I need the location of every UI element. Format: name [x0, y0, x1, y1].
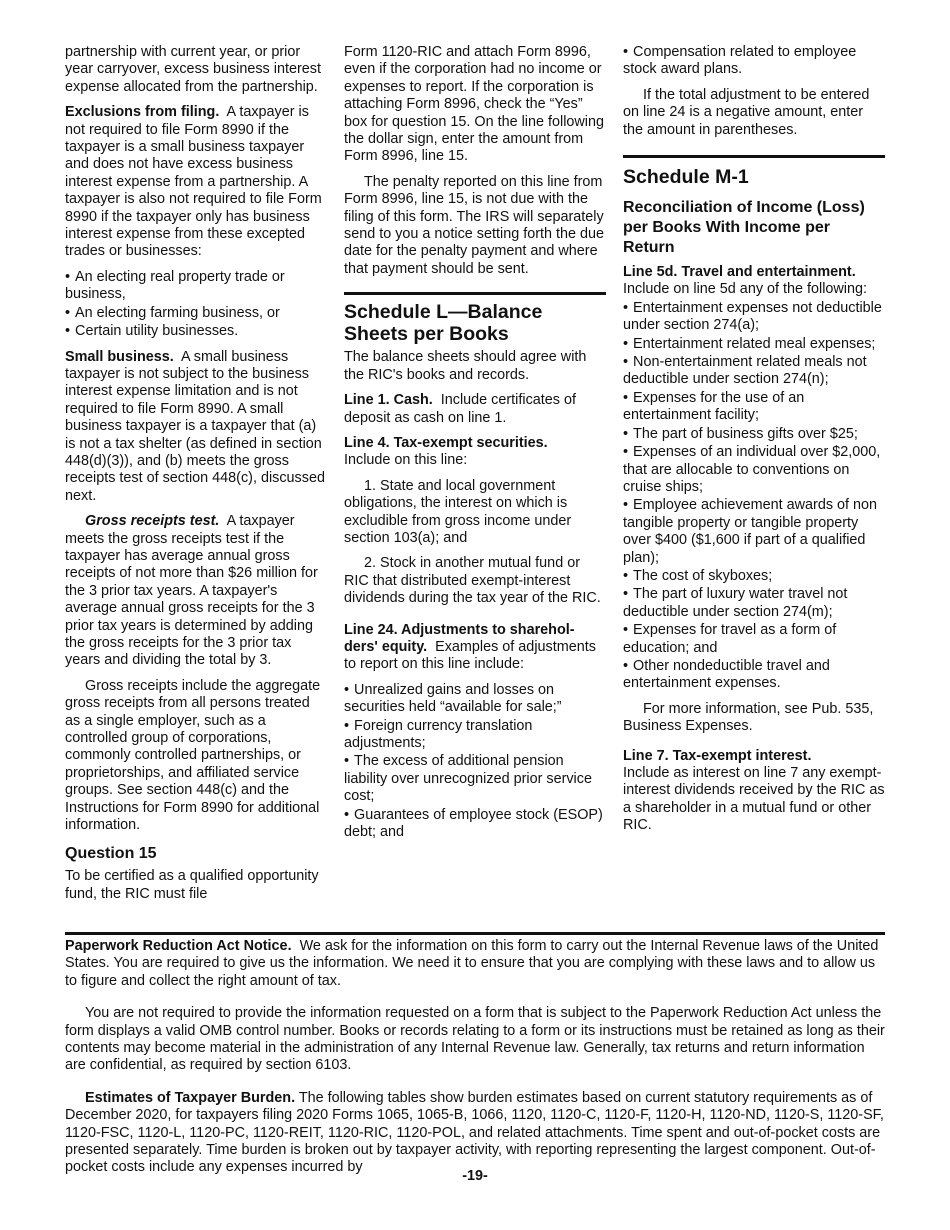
paragraph — [65, 349, 327, 506]
bullet-item: • Non-entertainment related meals not deductible under section 274(n); — [623, 354, 885, 389]
column-2 — [344, 44, 606, 842]
list-item: 1. State and local government obligations, the interest on which is excludible from gross income under section 103(a); and — [344, 477, 572, 546]
paragraph — [344, 392, 606, 427]
bullet-item: • The cost of skyboxes; — [623, 568, 885, 585]
paragraph — [65, 938, 885, 990]
bullet-item: • Entertainment expenses not deductible under section 274(a); — [623, 300, 885, 335]
bullet-item: • An electing real property trade or business, — [65, 269, 327, 304]
run-in-heading: Paperwork Reduction Act Notice. — [65, 938, 292, 954]
bullet-item: • Compensation related to employee stock award plans. — [623, 44, 885, 79]
paragraph — [623, 748, 885, 835]
paragraph — [65, 104, 327, 261]
run-in-heading: Estimates of Taxpayer Burden. — [85, 1089, 296, 1106]
run-in-heading: Line 5d. Travel and entertainment. — [623, 264, 856, 281]
paragraph-text: Include certificates of deposit as cash on line 1. — [344, 392, 576, 426]
paragraph: partnership with current year, or prior year carryover, excess business interest expense allocated from the partnership. — [65, 44, 321, 95]
run-in-heading: Line 7. Tax-exempt interest. — [623, 747, 812, 764]
bullet-item: • Entertainment related meal expenses; — [623, 336, 885, 353]
run-in-heading: Line 1. Cash. — [344, 392, 433, 409]
paragraph-text: A taxpayer is not required to file Form 8990 if the taxpayer is a small business taxpayer and does not have excess business interest expense from a partnership. A taxpayer is also not required to file Form 8990 if the taxpayer only has business interest expense from these excepted trades or businesses: — [65, 104, 322, 260]
bullet-item: • Expenses for travel as a form of education; and — [623, 622, 885, 657]
paragraph-text: Examples of adjustments to report on this line include: — [344, 638, 596, 673]
section-subheading: Reconciliation of Income (Loss) per Books With Income per Return — [623, 199, 865, 257]
paragraph: The penalty reported on this line from Form 8996, line 15, is not due with the filing of this form. The IRS will separately send to you a notice setting forth the due date for the penalty payment and where that payment should be sent. — [344, 173, 605, 277]
list-item: 2. Stock in another mutual fund or RIC that distributed exempt-interest dividends during the tax year of the RIC. — [344, 555, 601, 607]
run-in-heading: Gross receipts test. — [85, 513, 220, 530]
paragraph — [65, 1090, 885, 1177]
section-rule — [623, 155, 885, 188]
paragraph: The balance sheets should agree with the RIC's books and records. — [344, 349, 587, 383]
bottom-section — [65, 932, 885, 1192]
paragraph — [344, 622, 606, 674]
paragraph — [65, 513, 327, 670]
paragraph — [344, 435, 606, 470]
paragraph-text: Include on line 5d any of the following: — [623, 281, 868, 298]
bullet-item: • Employee achievement awards of non tangible property or tangible property over $400 ($1,600 if part of a qualified plan); — [623, 497, 885, 567]
paragraph-text: We ask for the information on this form to carry out the Internal Revenue laws of the United States. You are required to give us the information. We need it to ensure that you are complying with these laws and to allow us to figure and collect the right amount of tax. — [65, 938, 879, 989]
paragraph-text: Include on this line: — [344, 452, 468, 469]
bullet-item: • Foreign currency translation adjustments; — [344, 718, 606, 753]
bullet-item: • Certain utility businesses. — [65, 323, 327, 340]
bullet-item: • Other nondeductible travel and entertainment expenses. — [623, 658, 885, 693]
bullet-item: • The part of business gifts over $25; — [623, 426, 885, 443]
section-rule — [344, 292, 606, 345]
paragraph-text: Include as interest on line 7 any exempt-interest dividends received by the RIC as a shareholder in a mutual fund or other RIC. — [623, 765, 885, 834]
section-heading: Question 15 — [65, 845, 157, 863]
paragraph: Gross receipts include the aggregate gross receipts from all persons treated as a single employer, such as a controlled group of corporations, commonly controlled partnerships, or proprietorships, and affiliated service groups. See section 448(c) and the Instructions for Form 8990 for additional information. — [65, 677, 321, 834]
paragraph-text: A small business taxpayer is not subject to the business interest expense limitation and is not required to file Form 8990. A small business taxpayer is a taxpayer that (a) is not a tax shelter (as defined in section 448(d)(3)), and (b) meets the gross receipts test of section 448(c), discussed next. — [65, 348, 325, 504]
section-heading: Schedule M-1 — [623, 166, 749, 189]
run-in-heading: Small business. — [65, 348, 174, 365]
bullet-item: • An electing farming business, or — [65, 305, 327, 322]
bullet-item: • Unrealized gains and losses on securities held “available for sale;” — [344, 682, 606, 717]
paragraph: You are not required to provide the information requested on a form that is subject to the Paperwork Reduction Act unless the form displays a valid OMB control number. Books or records relating to a form or its instructions must be retained as long as their contents may become material in the administration of any Internal Revenue law. Generally, tax returns and return information are confidential, as required by section 6103. — [65, 1005, 885, 1074]
bullet-item: • The excess of additional pension liability over unrecognized prior service cost; — [344, 753, 606, 805]
column-1 — [65, 44, 327, 911]
run-in-heading: Exclusions from filing. — [65, 104, 220, 121]
bullet-item: • Guarantees of employee stock (ESOP) debt; and — [344, 807, 606, 842]
page-number: -19- — [462, 1168, 488, 1184]
paragraph — [623, 264, 885, 299]
paragraph-text: The following tables show burden estimates based on current statutory requirements as of December 2020, for taxpayers filing 2020 Forms 1065, 1065-B, 1066, 1120, 1120-C, 1120-F, 1120-H, 1120-ND, 1120-S, 1120-SF, 1120-FSC, 1120-L, 1120-PC, 1120-REIT, 1120-RIC, 1120-POL, and related attachments. Time spent and out-of-pocket costs are presented separately. Time burden is broken out by taxpayer activity, with reporting representing the largest component. Out-of-pocket costs include any expenses incurred by — [65, 1089, 884, 1176]
column-3 — [623, 44, 885, 843]
run-in-heading: Line 4. Tax-exempt securities. — [344, 434, 548, 451]
paragraph: If the total adjustment to be entered on line 24 is a negative amount, enter the amount in parentheses. — [623, 86, 870, 138]
bullet-item: • Expenses for the use of an entertainment facility; — [623, 390, 885, 425]
run-in-heading: Line 24. Adjustments to sharehol-ders' equity. — [344, 621, 575, 655]
paragraph: For more information, see Pub. 535, Business Expenses. — [623, 700, 874, 735]
section-heading: Schedule L—Balance Sheets per Books — [344, 301, 543, 346]
paragraph-text: A taxpayer meets the gross receipts test if the taxpayer has average annual gross receipts of not more than $26 million for the 3 prior tax years. A taxpayer's average annual gross receipts for the 3 prior tax years is determined by adding the gross receipts for the 3 prior tax years and dividing the total by 3. — [65, 513, 318, 669]
bullet-item: • Expenses of an individual over $2,000, that are allocable to conventions on cruise ships; — [623, 444, 885, 496]
paragraph: Form 1120-RIC and attach Form 8996, even if the corporation had no income or expenses to report. If the corporation is attaching Form 8996, check the “Yes” box for question 15. On the line following the dollar sign, enter the amount from Form 8996, line 15. — [344, 44, 604, 165]
bullet-item: • The part of luxury water travel not deductible under section 274(m); — [623, 586, 885, 621]
paragraph: To be certified as a qualified opportunity fund, the RIC must file — [65, 868, 319, 902]
